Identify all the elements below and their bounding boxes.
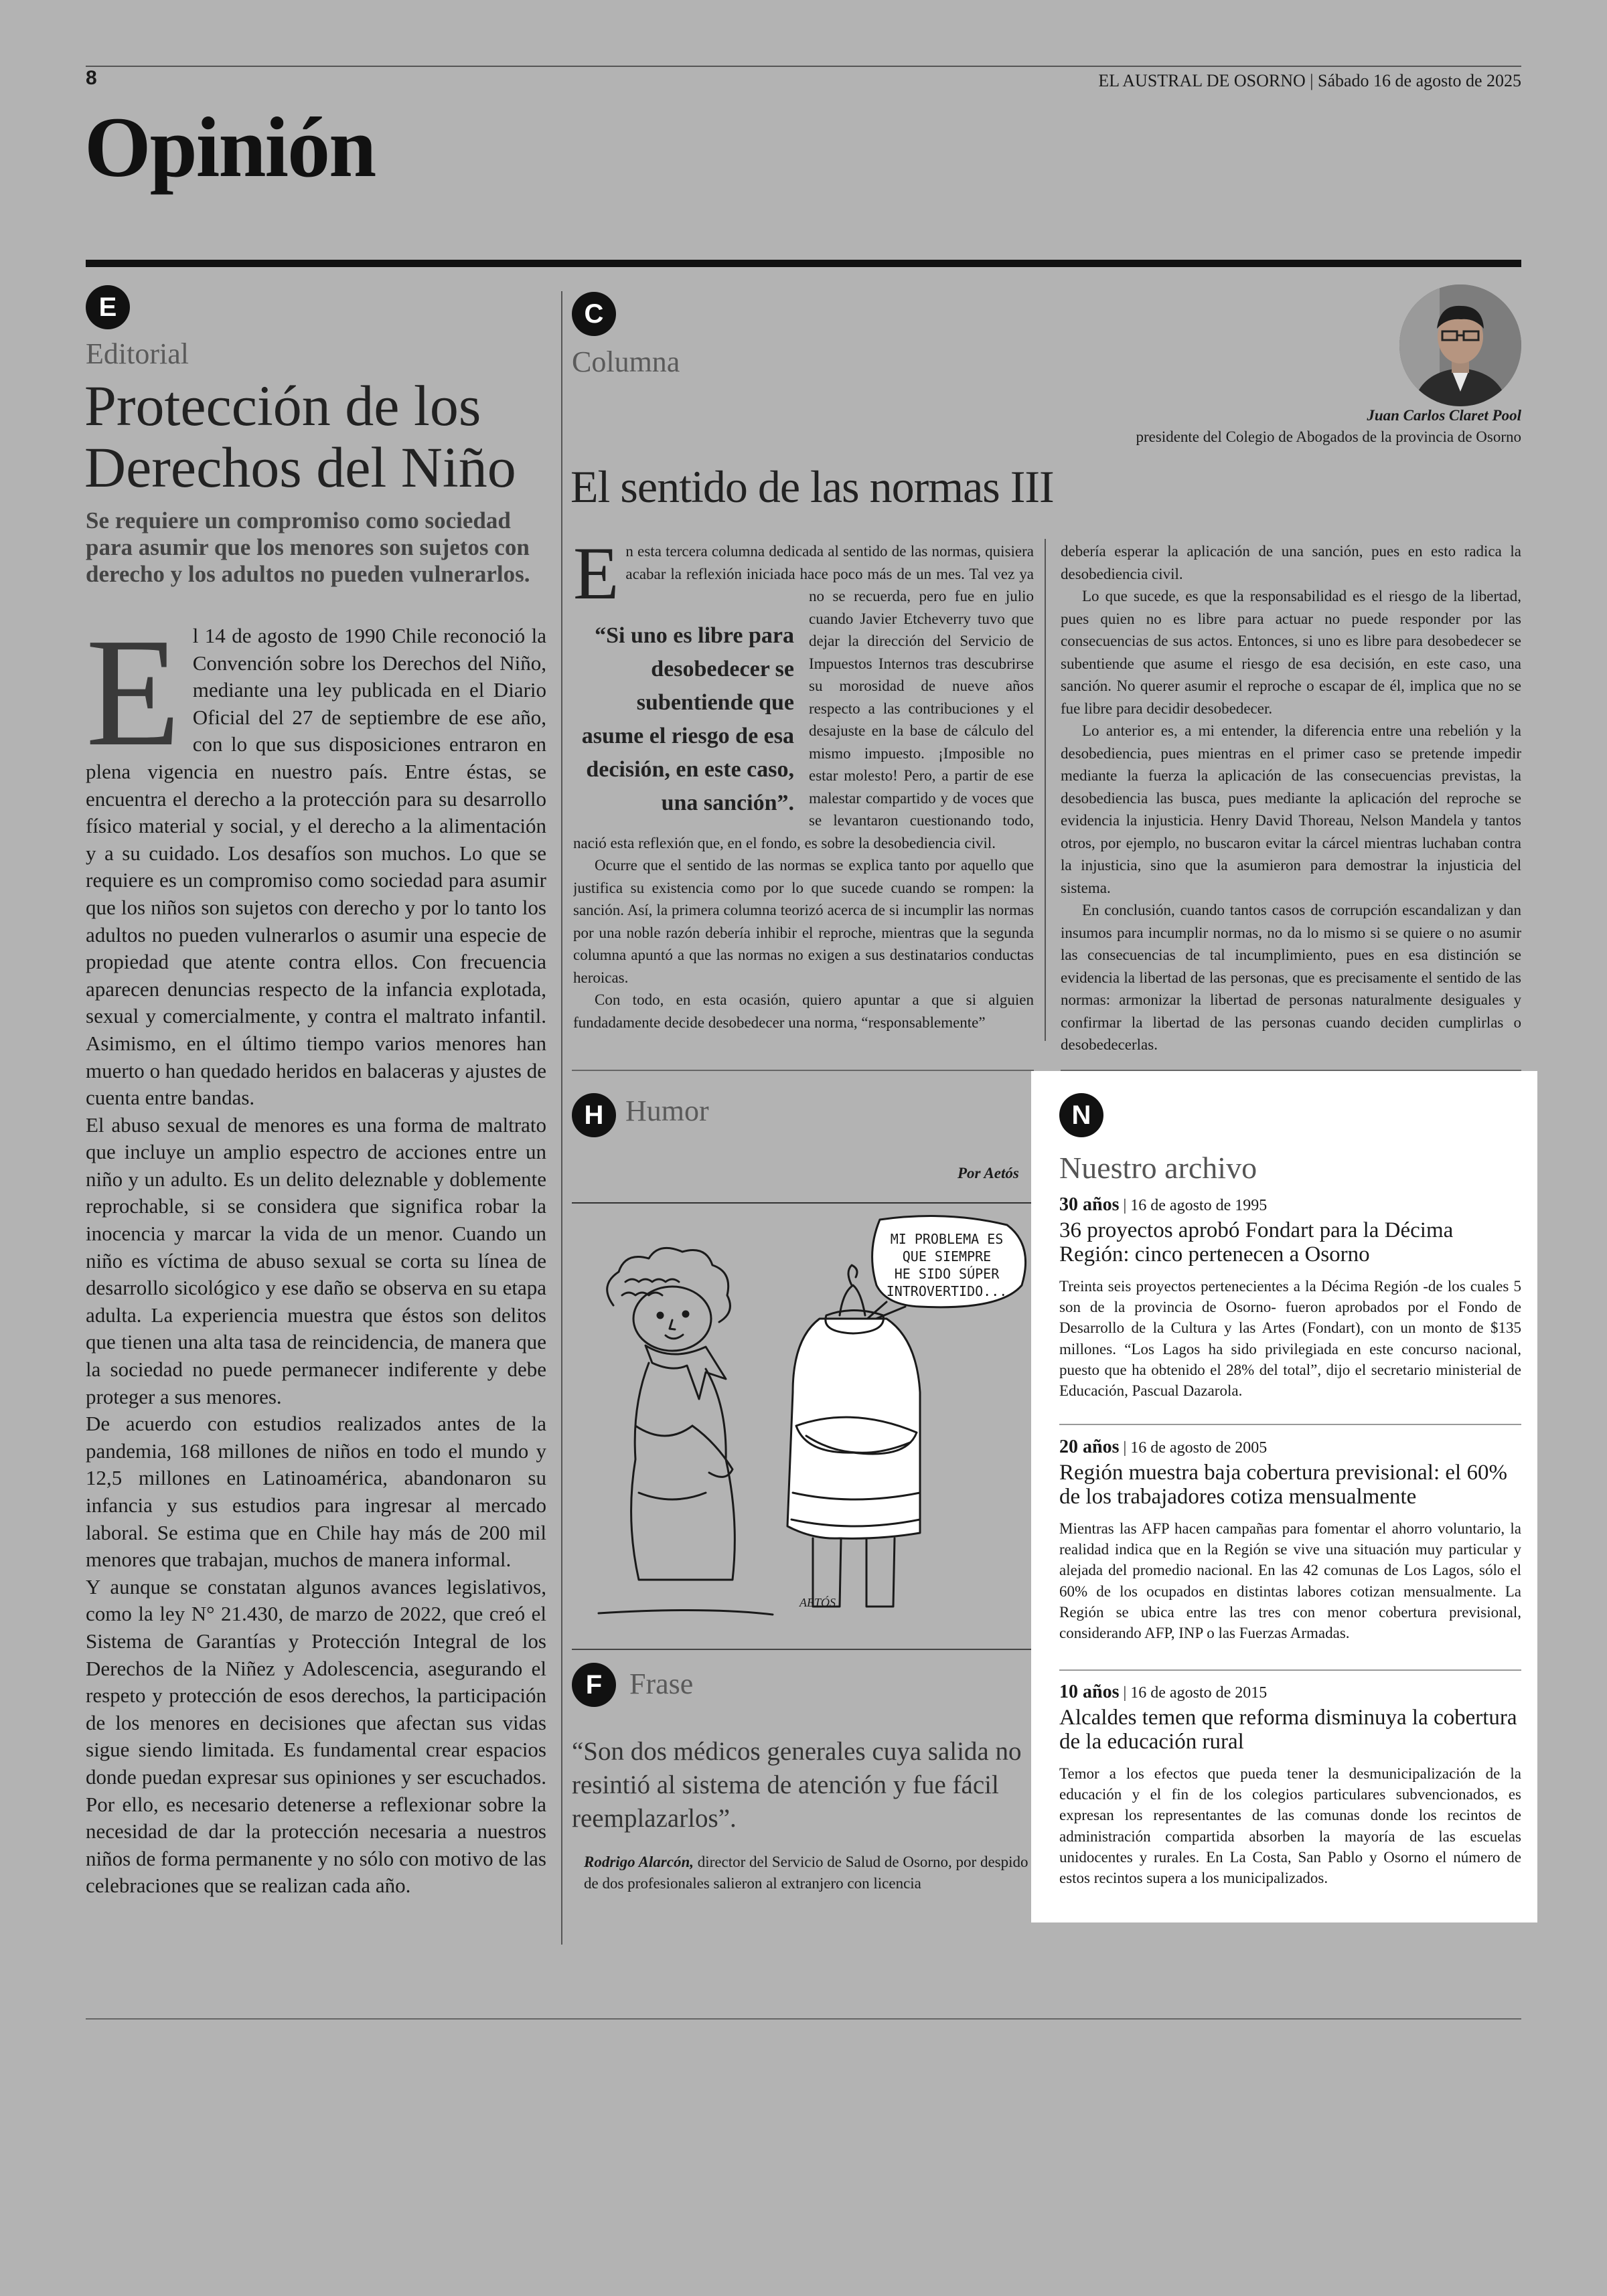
column-badge: C [572, 292, 616, 336]
bubble-line-1: MI PROBLEMA ES [890, 1231, 1004, 1247]
archive-years: 10 años [1059, 1682, 1120, 1702]
column-paragraph: Lo que sucede, es que la responsabilidad es el riesgo de la libertad, pues quien no es libre para actuar no puede responder por las consecuencias de sus actos. Entonces, si uno es libre para desobedecer se subentiende que asume el riesgo de esa decisión, en este caso, una sanción. No querer asumir el reproche o escapar de él, implica que no se fue libre para decidir desobedecer. [1061, 588, 1521, 717]
editorial-paragraph: De acuerdo con estudios realizados antes de la pandemia, 168 millones de niños en todo el mundo y 12,5 millones en Latinoamérica, abandonaron su infancia y sus estudios para ingresar al mercado laboral. Se estima que en Chile hay más de 200 mil menores que trabajan, muchos de manera informal. [86, 1412, 546, 1572]
column-divider-2 [1045, 539, 1046, 1041]
column-dropcap: E [573, 540, 619, 615]
column-paragraph: Con todo, en esta ocasión, quiero apuntar a que si alguien fundadamente decide desobedecer una norma, “responsablemente” [573, 991, 1034, 1031]
archive-date: 16 de agosto de 2015 [1130, 1684, 1268, 1702]
editorial-lede [86, 507, 554, 588]
archive-item-meta [1059, 1437, 1521, 1458]
section-title: Opinión [84, 100, 376, 195]
top-rule [86, 66, 1521, 67]
archive-meta-separator: | [1123, 1197, 1131, 1214]
editorial-title-line2: Derechos del Niño [84, 435, 516, 499]
cartoon-illustration [572, 1205, 1034, 1647]
column-paragraph: debería esperar la aplicación de una sanción, pues en esto radica la desobediencia civil. [1061, 543, 1521, 582]
frase-author-role: director del Servicio de Salud de Osorno, por despido de dos profesionales salieron al extranjero con licencia [584, 1854, 1028, 1892]
column-paragraph: n esta tercera columna dedicada al sentido de las normas, quisiera acabar la reflexión iniciada hace poco más de un mes. Tal vez ya no se recuerda, pero fue en julio cuando Javier Etcheverry tuvo que dejar la dirección del Servicio de Impuestos Internos tras descubrirse su morosidad de nueve años respecto a las contribuciones y el desajuste en la base de cálculo del mismo impuesto. ¡Imposible no estar molesto! Pero, a partir de ese malestar compartido y de voces que se levantaron cuestionando todo, nació esta reflexión que, en el fondo, es sobre la desobediencia civil. [573, 543, 1034, 851]
column-body-left [573, 540, 1034, 1056]
archive-item-meta [1059, 1682, 1521, 1703]
column-bottom-rule [572, 1070, 1034, 1071]
author-role: presidente del Colegio de Abogados de la provincia de Osorno [1136, 428, 1521, 445]
editorial-lede-line1: Se requiere un compromiso como sociedad [86, 507, 511, 534]
archive-meta-separator: | [1123, 1684, 1131, 1702]
humor-label: Humor [625, 1094, 709, 1127]
editorial-lede-line2: para asumir que los menores son sujetos con [86, 534, 530, 560]
humor-cartoon [572, 1205, 1034, 1647]
editorial-lede-line3: derecho y los adultos no pueden vulnerarlos. [86, 561, 530, 587]
archive-years: 20 años [1059, 1437, 1120, 1457]
archive-body: Temor a los efectos que pueda tener la desmunicipalización de la educación y el fin de los colegios particulares subvencionados, es expresan los representantes de las comunas donde los recintos de administración compartida absorben la mayoría de las escuelas unidocentes y rurales. En La Costa, San Pablo y Osorno el número de estos recintos supera a los municipalizados. [1059, 1765, 1521, 1887]
column-paragraph: Ocurre que el sentido de las normas se explica tanto por aquello que justifica su existencia como por lo que sucede cuando se rompen: la sanción. Así, la primera columna teorizó acerca de si incumplir las normas por una noble razón debería inhibir el reproche, mientras que la segunda columna apuntó a que las normas no exigen a sus destinatarios conductas heroicas. [573, 857, 1034, 986]
archive-body: Treinta seis proyectos pertenecientes a la Décima Región -de los cuales 5 son de la provincia de Osorno- fueron aprobados por el Fondo de Desarrollo de la Cultura y las Artes (Fondart), con un monto de $135 millones. “Los Lagos ha sido privilegiada en este concurso nacional, puesto que ha obtenido el 28% del total”, dijo el secretario ministerial de Educación, Pascual Dazarola. [1059, 1278, 1521, 1400]
editorial-paragraph: El abuso sexual de menores es una forma de maltrato que incluye un amplio espectro de acciones entre un niño y un adulto. Es un delito deleznable y doblemente reprochable, si se considera que significa robar la inocencia y marcar la vida de un menor. Cuando un niño es víctima de abuso sexual se corta su línea de desarrollo sicológico y ese daño se observa en su etapa adulta. La experiencia muestra que éstos son delitos que tienen una alta tasa de reincidencia, de manera que la sociedad no puede permanecer indiferente y debe proteger a sus menores. [86, 1113, 546, 1408]
author-portrait-svg [1399, 284, 1521, 406]
frase-attribution [584, 1852, 1032, 1894]
archive-badge: N [1059, 1093, 1103, 1137]
editorial-paragraph: Y aunque se constatan algunos avances legislativos, como la ley N° 21.430, de marzo de 2022, que creó el Sistema de Garantías y Protección Integral de los Derechos de la Niñez y Adolescencia, asegurando el respeto y protección de esos derechos, la participación de los menores en decisiones que afectan sus vidas sigue siendo limitada. Es fundamental crear espacios donde puedan expresar sus opiniones y ser escuchados. Por ello, es necesario detenerse a reflexionar sobre la necesidad de dar la protección necesaria a nuestros niños de forma permanente y no sólo con motivo de las celebraciones que se realizan cada año. [86, 1574, 546, 1898]
frase-label: Frase [629, 1667, 694, 1700]
archive-item-meta [1059, 1194, 1521, 1216]
page-bottom-rule [86, 2018, 1521, 2020]
editorial-title-line1: Protección de los [84, 374, 481, 438]
humor-bottom-rule [572, 1649, 1034, 1650]
column-title: El sentido de las normas III [570, 461, 1054, 512]
frase-author: Rodrigo Alarcón, [584, 1854, 694, 1870]
archive-date: 16 de agosto de 1995 [1130, 1197, 1268, 1214]
humor-credit: Por Aetós [958, 1165, 1019, 1181]
publication-name: EL AUSTRAL DE OSORNO [1098, 71, 1306, 90]
archive-years: 30 años [1059, 1194, 1120, 1215]
editorial-body [86, 623, 546, 1901]
archive-headline: Región muestra baja cobertura previsional: el 60% de los trabajadores cotiza mensualmente [1059, 1461, 1507, 1509]
column-paragraph: En conclusión, cuando tantos casos de corrupción escandalizan y dan insumos para incumplir normas, no da lo mismo si se quiere o no asumir las consecuencias de tal incumplimiento, pues en esa distinción se evidencia la libertad de las personas, que es precisamente el sentido de las normas: armonizar la libertad de personas naturalmente desiguales y confirmar la libertad de las personas cuando deciden cumplirlas o desobedecerlas. [1061, 902, 1521, 1053]
editorial-title [84, 375, 516, 498]
column-pullquote: “Si uno es libre para desobedecer se subentiende que asume el riesgo de esa decisión, en este caso, una sanción”. [581, 623, 794, 815]
archive-meta-separator: | [1123, 1439, 1131, 1457]
column-paragraph: Lo anterior es, a mi entender, la diferencia entre una rebelión y la desobediencia, pues mientras en el primer caso se pretende impedir mediante la fuerza la aplicación de las consecuencias previstas, la desobediencia las busca, pues mediante la aplicación del reproche se evidencia la injusticia. Henry David Thoreau, Nelson Mandela y tantos otros, por ejemplo, no buscaron evitar la cárcel mientras luchaban contra la injusticia, sino que la asumieron para demostrar la injusticia del sistema. [1061, 722, 1521, 896]
bubble-line-2: QUE SIEMPRE [902, 1248, 992, 1264]
section-heavy-rule [86, 260, 1521, 267]
frase-quote: “Son dos médicos generales cuya salida no resintió al sistema de atención y fue fácil reemplazarlos”. [572, 1737, 1022, 1833]
archive-divider [1059, 1669, 1521, 1671]
archive-item [1059, 1437, 1521, 1643]
frase-badge: F [572, 1663, 616, 1707]
publication-date: Sábado 16 de agosto de 2025 [1317, 71, 1521, 90]
editorial-paragraph: l 14 de agosto de 1990 Chile reconoció la Convención sobre los Derechos del Niño, mediante una ley publicada en el Diario Oficial del 27 de septiembre de ese año, con lo que sus disposiciones entraron en plena vigencia en nuestro país. Entre éstas, se encuentra el derecho a la protección para su desarrollo físico material y social, y el derecho a la alimentación y a su cuidado. Los desafíos son muchos. Lo que se requiere es un compromiso como sociedad para asumir que los niños son sujetos con derecho y por lo tanto los adultos no pueden vulnerarlos o asumir una especie de propiedad que atente contra ellos. Con frecuencia aparecen denuncias respecto de la infancia explotada, sexual y comercialmente, y contra el maltrato infantil. Asimismo, en el último tiempo varios menores han muerto o han quedado heridos en balaceras y ajustes de cuenta entre bandas. [86, 624, 546, 1110]
dateline-separator: | [1310, 71, 1318, 90]
publication-dateline [1098, 71, 1521, 91]
editorial-label: Editorial [86, 337, 189, 370]
archive-label: Nuestro archivo [1059, 1151, 1257, 1185]
humor-top-rule [572, 1202, 1034, 1204]
archive-divider [1059, 1424, 1521, 1425]
bubble-line-3: HE SIDO SÚPER [894, 1266, 1000, 1282]
column-divider-1 [561, 291, 562, 1945]
column-label: Columna [572, 345, 680, 378]
cartoon-signature: AETÓS [799, 1596, 836, 1609]
column-body-right [1061, 540, 1521, 1062]
archive-headline: 36 proyectos aprobó Fondart para la Décima Región: cinco pertenecen a Osorno [1059, 1218, 1454, 1266]
page-number: 8 [86, 67, 97, 89]
author-name: Juan Carlos Claret Pool [1367, 407, 1521, 424]
author-photo [1399, 284, 1521, 406]
archive-item [1059, 1194, 1521, 1401]
editorial-badge: E [86, 285, 130, 329]
archive-date: 16 de agosto de 2005 [1130, 1439, 1268, 1457]
bubble-line-4: INTROVERTIDO... [886, 1283, 1008, 1299]
archive-body: Mientras las AFP hacen campañas para fomentar el ahorro voluntario, la realidad indica que en la Región se vive una situación muy particular y alejada del promedio nacional. En las 42 comunas de Los Lagos, sólo el 60% de los ocupados en distintas labores cotizan mensualmente. La Región se ubica entre las tres con menor cobertura previsional, considerando AFP, INP o las Fuerzas Armadas. [1059, 1520, 1521, 1642]
archive-item [1059, 1682, 1521, 1888]
humor-badge: H [572, 1093, 616, 1137]
archive-headline: Alcaldes temen que reforma disminuya la cobertura de la educación rural [1059, 1706, 1517, 1754]
editorial-dropcap: E [86, 623, 181, 778]
